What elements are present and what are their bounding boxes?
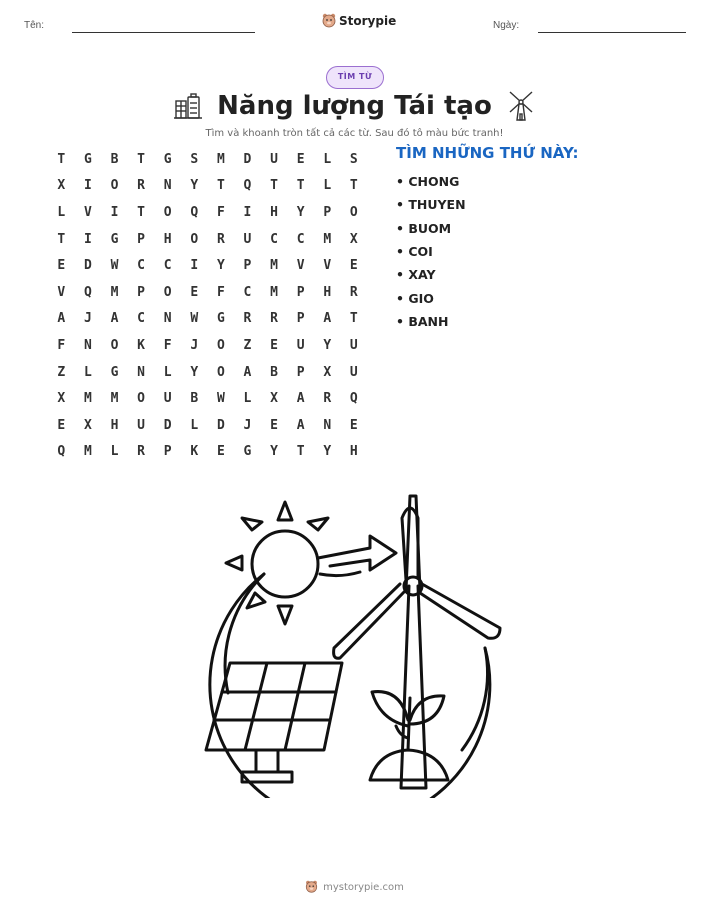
grid-letter[interactable]: O (190, 231, 199, 247)
grid-letter[interactable]: T (270, 178, 278, 194)
grid-letter[interactable]: P (323, 204, 332, 220)
renewable-energy-illustration[interactable] (200, 488, 510, 798)
storypie-bear-icon (305, 880, 318, 894)
grid-letter[interactable]: C (137, 258, 145, 274)
grid-letter[interactable]: E (57, 417, 66, 433)
grid-letter[interactable]: R (216, 231, 225, 247)
grid-letter[interactable]: T (216, 178, 225, 194)
storypie-bear-icon (322, 13, 336, 29)
footer (0, 880, 709, 894)
grid-letter[interactable]: M (323, 231, 332, 247)
grid-letter[interactable]: H (349, 444, 358, 460)
grid-row (48, 306, 367, 333)
grid-letter[interactable]: I (83, 231, 92, 247)
grid-letter[interactable]: D (216, 417, 225, 433)
grid-letter[interactable]: O (137, 391, 145, 407)
grid-letter[interactable]: C (163, 258, 172, 274)
grid-letter[interactable]: B (110, 151, 119, 167)
grid-row (48, 279, 367, 306)
grid-letter[interactable]: Y (270, 444, 278, 460)
grid-letter[interactable]: W (190, 311, 199, 327)
grid-letter[interactable]: Y (190, 364, 199, 380)
grid-letter[interactable]: O (216, 364, 225, 380)
grid-letter[interactable]: Y (296, 204, 305, 220)
date-line (538, 32, 686, 33)
grid-letter[interactable]: K (190, 444, 199, 460)
grid-letter[interactable]: M (83, 444, 92, 460)
grid-letter[interactable]: J (243, 417, 252, 433)
grid-letter[interactable]: R (137, 178, 145, 194)
word-list-item: • CHONG (396, 174, 460, 190)
grid-letter[interactable]: Q (57, 444, 66, 460)
grid-letter[interactable]: N (83, 337, 92, 353)
grid-letter[interactable]: O (110, 178, 119, 194)
grid-letter[interactable]: R (349, 284, 358, 300)
grid-letter[interactable]: Z (57, 364, 66, 380)
grid-letter[interactable]: L (83, 364, 92, 380)
word-list-item: • XAY (396, 267, 436, 283)
grid-letter[interactable]: T (137, 151, 145, 167)
grid-letter[interactable]: X (57, 391, 66, 407)
grid-letter[interactable]: I (243, 204, 252, 220)
grid-letter[interactable]: T (349, 311, 358, 327)
grid-letter[interactable]: E (349, 258, 358, 274)
title-row (0, 90, 709, 122)
grid-letter[interactable]: S (190, 151, 199, 167)
grid-letter[interactable]: I (110, 204, 119, 220)
grid-letter[interactable]: L (110, 444, 119, 460)
grid-letter[interactable]: Y (190, 178, 199, 194)
grid-letter[interactable]: P (163, 444, 172, 460)
grid-letter[interactable]: C (270, 231, 278, 247)
name-label: Tên: (24, 20, 45, 31)
grid-letter[interactable]: E (349, 417, 358, 433)
grid-letter[interactable]: B (190, 391, 199, 407)
grid-row (48, 439, 367, 466)
grid-letter[interactable]: A (243, 364, 252, 380)
grid-letter[interactable]: U (243, 231, 252, 247)
grid-letter[interactable]: G (163, 151, 172, 167)
grid-letter[interactable]: E (270, 337, 278, 353)
grid-row (48, 359, 367, 386)
grid-letter[interactable]: F (216, 204, 225, 220)
grid-letter[interactable]: H (163, 231, 172, 247)
grid-letter[interactable]: P (296, 364, 305, 380)
grid-letter[interactable]: E (296, 151, 305, 167)
grid-letter[interactable]: Q (243, 178, 252, 194)
grid-letter[interactable]: R (323, 391, 332, 407)
name-line (72, 32, 255, 33)
grid-row (48, 412, 367, 439)
grid-letter[interactable]: G (110, 231, 119, 247)
grid-letter[interactable]: L (323, 151, 332, 167)
grid-letter[interactable]: A (323, 311, 332, 327)
grid-letter[interactable]: T (57, 231, 66, 247)
grid-letter[interactable]: C (137, 311, 145, 327)
grid-letter[interactable]: P (137, 284, 145, 300)
grid-letter[interactable]: T (137, 204, 145, 220)
grid-letter[interactable]: T (296, 444, 305, 460)
grid-letter[interactable]: Y (216, 258, 225, 274)
grid-letter[interactable]: K (137, 337, 145, 353)
grid-letter[interactable]: M (270, 258, 278, 274)
grid-letter[interactable]: M (270, 284, 278, 300)
date-label: Ngày: (493, 20, 520, 31)
grid-letter[interactable]: V (57, 284, 66, 300)
grid-letter[interactable]: V (323, 258, 332, 274)
grid-letter[interactable]: X (270, 391, 278, 407)
grid-letter[interactable]: L (163, 364, 172, 380)
grid-letter[interactable]: O (110, 337, 119, 353)
grid-row (48, 226, 367, 253)
grid-letter[interactable]: V (296, 258, 305, 274)
grid-letter[interactable]: E (216, 444, 225, 460)
grid-row (48, 199, 367, 226)
grid-letter[interactable]: T (349, 178, 358, 194)
grid-letter[interactable]: G (110, 364, 119, 380)
grid-letter[interactable]: G (243, 444, 252, 460)
grid-letter[interactable]: G (83, 151, 92, 167)
grid-letter[interactable]: M (83, 391, 92, 407)
grid-letter[interactable]: U (296, 337, 305, 353)
page-title: Năng lượng Tái tạo (217, 91, 492, 121)
grid-letter[interactable]: L (323, 178, 332, 194)
brand-name: Storypie (339, 14, 397, 28)
grid-letter[interactable]: F (163, 337, 172, 353)
footer-url: mystorypie.com (323, 881, 404, 893)
grid-letter[interactable]: T (57, 151, 66, 167)
grid-letter[interactable]: P (296, 311, 305, 327)
grid-letter[interactable]: M (110, 284, 119, 300)
grid-letter[interactable]: I (83, 178, 92, 194)
grid-letter[interactable]: I (190, 258, 199, 274)
grid-letter[interactable]: J (190, 337, 199, 353)
grid-letter[interactable]: M (110, 391, 119, 407)
grid-letter[interactable]: U (270, 151, 278, 167)
grid-letter[interactable]: R (137, 444, 145, 460)
grid-letter[interactable]: B (270, 364, 278, 380)
brand-logo (322, 13, 396, 29)
grid-letter[interactable]: Y (323, 444, 332, 460)
grid-letter[interactable]: X (83, 417, 92, 433)
grid-letter[interactable]: U (349, 364, 358, 380)
grid-letter[interactable]: H (270, 204, 278, 220)
word-list-item: • THUYEN (396, 197, 466, 213)
grid-letter[interactable]: S (349, 151, 358, 167)
grid-letter[interactable]: W (216, 391, 225, 407)
grid-letter[interactable]: F (216, 284, 225, 300)
grid-letter[interactable]: O (349, 204, 358, 220)
grid-letter[interactable]: T (296, 178, 305, 194)
grid-letter[interactable]: P (137, 231, 145, 247)
grid-letter[interactable]: R (270, 311, 278, 327)
grid-letter[interactable]: L (57, 204, 66, 220)
solar-battery-icon (173, 91, 203, 121)
grid-letter[interactable]: N (163, 311, 172, 327)
grid-letter[interactable]: X (323, 364, 332, 380)
grid-letter[interactable]: U (349, 337, 358, 353)
grid-letter[interactable]: J (83, 311, 92, 327)
grid-letter[interactable]: A (110, 311, 119, 327)
grid-letter[interactable]: D (163, 417, 172, 433)
grid-letter[interactable]: Z (243, 337, 252, 353)
grid-letter[interactable]: Q (83, 284, 92, 300)
grid-letter[interactable]: C (296, 231, 305, 247)
grid-letter[interactable]: P (243, 258, 252, 274)
grid-letter[interactable]: W (110, 258, 119, 274)
grid-letter[interactable]: E (57, 258, 66, 274)
grid-letter[interactable]: O (163, 284, 172, 300)
grid-letter[interactable]: U (137, 417, 145, 433)
grid-row (48, 146, 367, 173)
activity-badge: TÌM TỪ (326, 66, 384, 89)
grid-letter[interactable]: A (296, 417, 305, 433)
grid-letter[interactable]: N (323, 417, 332, 433)
grid-row (48, 385, 367, 412)
grid-letter[interactable]: Q (349, 391, 358, 407)
windmill-icon (506, 90, 536, 122)
grid-letter[interactable]: E (270, 417, 278, 433)
grid-letter[interactable]: D (83, 258, 92, 274)
grid-letter[interactable]: Y (323, 337, 332, 353)
word-list-item: • BUOM (396, 220, 452, 236)
word-list-item: • GIO (396, 290, 434, 306)
grid-letter[interactable]: R (243, 311, 252, 327)
grid-row (48, 173, 367, 200)
word-list-title: TÌM NHỮNG THỨ NÀY: (396, 144, 579, 162)
word-list-item: • BANH (396, 313, 449, 329)
grid-letter[interactable]: A (296, 391, 305, 407)
grid-letter[interactable]: N (137, 364, 145, 380)
grid-letter[interactable]: D (243, 151, 252, 167)
grid-letter[interactable]: N (163, 178, 172, 194)
grid-letter[interactable]: E (190, 284, 199, 300)
grid-letter[interactable]: H (323, 284, 332, 300)
grid-letter[interactable]: X (349, 231, 358, 247)
grid-letter[interactable]: C (243, 284, 252, 300)
grid-letter[interactable]: L (243, 391, 252, 407)
instructions: Tìm và khoanh tròn tất cả các từ. Sau đó tô màu bức tranh! (205, 128, 504, 139)
grid-row (48, 332, 367, 359)
grid-row (48, 252, 367, 279)
word-list-item: • COI (396, 244, 433, 260)
word-list (396, 170, 466, 333)
grid-letter[interactable]: X (57, 178, 66, 194)
grid-letter[interactable]: M (216, 151, 225, 167)
grid-letter[interactable]: P (296, 284, 305, 300)
grid-letter[interactable]: V (83, 204, 92, 220)
grid-letter[interactable]: U (163, 391, 172, 407)
grid-letter[interactable]: F (57, 337, 66, 353)
word-search-grid[interactable] (48, 146, 367, 465)
grid-letter[interactable]: O (163, 204, 172, 220)
grid-letter[interactable]: G (216, 311, 225, 327)
grid-letter[interactable]: Q (190, 204, 199, 220)
grid-letter[interactable]: L (190, 417, 199, 433)
grid-letter[interactable]: H (110, 417, 119, 433)
grid-letter[interactable]: A (57, 311, 66, 327)
grid-letter[interactable]: O (216, 337, 225, 353)
